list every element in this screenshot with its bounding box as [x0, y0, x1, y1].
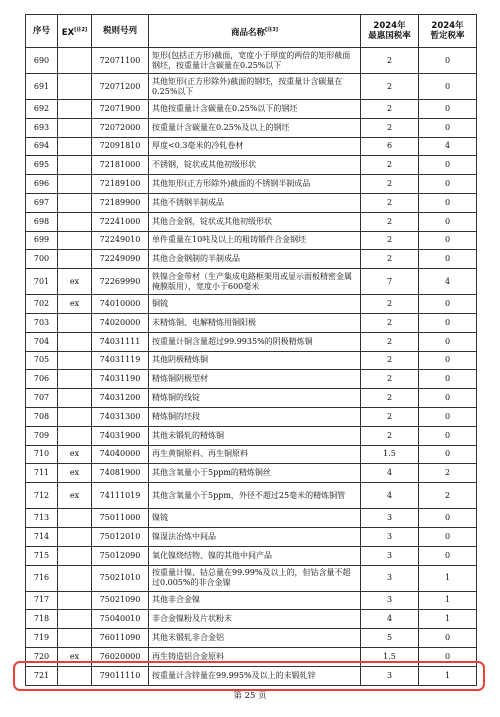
cell-mfn-rate: 1.5 — [361, 647, 419, 666]
cell-temp-rate: 1 — [419, 610, 477, 629]
cell-temp-rate: 0 — [419, 647, 477, 666]
cell-name: 精炼铜阴极型材 — [149, 370, 361, 389]
table-row — [26, 546, 477, 565]
table-row — [26, 509, 477, 528]
cell-name: 厚度<0.3毫米的冷轧卷材 — [149, 137, 361, 156]
table-row — [26, 212, 477, 231]
cell-mfn-rate: 3 — [361, 666, 419, 685]
cell-name: 按重量计含锌量在99.995%及以上的未锻轧锌 — [149, 666, 361, 685]
cell-temp-rate: 0 — [419, 74, 477, 100]
cell-temp-rate: 0 — [419, 546, 477, 565]
cell-temp-rate: 0 — [419, 193, 477, 212]
cell-ex — [58, 509, 92, 528]
cell-seq: 710 — [26, 445, 58, 464]
cell-code: 74031900 — [92, 426, 149, 445]
cell-ex — [58, 332, 92, 351]
table-row — [26, 74, 477, 100]
table-row — [26, 332, 477, 351]
tariff-table — [25, 14, 477, 686]
cell-temp-rate: 0 — [419, 295, 477, 314]
cell-temp-rate: 0 — [419, 100, 477, 119]
cell-ex: ex — [58, 464, 92, 483]
cell-name: 其他未锻轧的精炼铜 — [149, 426, 361, 445]
header-ex-note: [注2] — [74, 26, 88, 33]
cell-code: 75021090 — [92, 591, 149, 610]
cell-seq: 707 — [26, 389, 58, 408]
header-seq: 序号 — [26, 15, 58, 48]
cell-mfn-rate: 4 — [361, 483, 419, 509]
table-row — [26, 426, 477, 445]
cell-name: 其他合金钢，锭状或其他初级形状 — [149, 212, 361, 231]
header-temp: 2024年 暂定税率 — [419, 15, 477, 48]
table-row — [26, 483, 477, 509]
table-row — [26, 629, 477, 648]
cell-seq: 693 — [26, 118, 58, 137]
cell-temp-rate: 0 — [419, 527, 477, 546]
cell-code: 72269990 — [92, 269, 149, 295]
cell-code: 75040010 — [92, 610, 149, 629]
cell-temp-rate: 0 — [419, 250, 477, 269]
cell-ex — [58, 629, 92, 648]
table-row — [26, 269, 477, 295]
cell-name: 其他按重量计含碳量在0.25%以下的钢坯 — [149, 100, 361, 119]
cell-name: 其他不锈钢半制成品 — [149, 193, 361, 212]
cell-code: 72071200 — [92, 74, 149, 100]
cell-mfn-rate: 2 — [361, 74, 419, 100]
table-row — [26, 156, 477, 175]
cell-ex — [58, 48, 92, 74]
table-row — [26, 118, 477, 137]
cell-seq: 712 — [26, 483, 58, 509]
cell-seq: 720 — [26, 647, 58, 666]
cell-mfn-rate: 7 — [361, 269, 419, 295]
cell-mfn-rate: 6 — [361, 137, 419, 156]
cell-seq: 721 — [26, 666, 58, 685]
cell-seq: 708 — [26, 407, 58, 426]
cell-ex — [58, 74, 92, 100]
cell-name: 矩形(包括正方形)截面，宽度小于厚度的两倍的矩形截面钢坯，按重量计含碳量在0.25%以下 — [149, 48, 361, 74]
cell-name: 镍湿法冶炼中间品 — [149, 527, 361, 546]
header-name: 商品名称[注3] — [149, 15, 361, 48]
cell-ex — [58, 370, 92, 389]
cell-temp-rate: 4 — [419, 269, 477, 295]
cell-ex — [58, 426, 92, 445]
cell-code: 74081900 — [92, 464, 149, 483]
cell-seq: 705 — [26, 351, 58, 370]
table-row — [26, 313, 477, 332]
cell-temp-rate: 0 — [419, 629, 477, 648]
cell-ex — [58, 313, 92, 332]
table-row — [26, 100, 477, 119]
cell-ex — [58, 591, 92, 610]
cell-mfn-rate: 3 — [361, 546, 419, 565]
cell-seq: 690 — [26, 48, 58, 74]
cell-seq: 715 — [26, 546, 58, 565]
cell-mfn-rate: 2 — [361, 212, 419, 231]
cell-mfn-rate: 2 — [361, 313, 419, 332]
cell-ex — [58, 118, 92, 137]
cell-ex — [58, 546, 92, 565]
cell-temp-rate: 1 — [419, 565, 477, 591]
cell-mfn-rate: 2 — [361, 426, 419, 445]
cell-temp-rate: 0 — [419, 156, 477, 175]
cell-seq: 691 — [26, 74, 58, 100]
cell-mfn-rate: 2 — [361, 156, 419, 175]
cell-ex: ex — [58, 269, 92, 295]
cell-mfn-rate: 5 — [361, 629, 419, 648]
cell-seq: 692 — [26, 100, 58, 119]
table-row — [26, 295, 477, 314]
cell-seq: 714 — [26, 527, 58, 546]
cell-name: 按重量计镍、钴总量在99.99%及以上的，但钴含量不超过0.005%的非合金镍 — [149, 565, 361, 591]
cell-seq: 699 — [26, 231, 58, 250]
table-row — [26, 445, 477, 464]
cell-code: 74031300 — [92, 407, 149, 426]
cell-temp-rate: 0 — [419, 332, 477, 351]
cell-name: 未精炼铜、电解精炼用铜阳极 — [149, 313, 361, 332]
cell-ex — [58, 389, 92, 408]
cell-seq: 696 — [26, 175, 58, 194]
cell-ex: ex — [58, 647, 92, 666]
cell-code: 75012010 — [92, 527, 149, 546]
cell-name: 其他合金钢制的半制成品 — [149, 250, 361, 269]
cell-temp-rate: 2 — [419, 464, 477, 483]
header-mfn: 2024年 最惠国税率 — [361, 15, 419, 48]
cell-mfn-rate: 2 — [361, 295, 419, 314]
cell-code: 72249010 — [92, 231, 149, 250]
header-name-note: [注3] — [264, 26, 279, 33]
cell-name: 按重量计铜含量超过99.9935%的阴极精炼铜 — [149, 332, 361, 351]
cell-name: 再生黄铜原料、再生铜原料 — [149, 445, 361, 464]
cell-temp-rate: 0 — [419, 212, 477, 231]
cell-ex — [58, 156, 92, 175]
cell-code: 74031119 — [92, 351, 149, 370]
cell-temp-rate: 1 — [419, 591, 477, 610]
cell-seq: 697 — [26, 193, 58, 212]
page-number: 第 25 页 — [233, 691, 267, 701]
cell-mfn-rate: 2 — [361, 48, 419, 74]
cell-name: 精炼铜的线锭 — [149, 389, 361, 408]
cell-temp-rate: 0 — [419, 509, 477, 528]
cell-name: 铜锍 — [149, 295, 361, 314]
cell-code: 72181000 — [92, 156, 149, 175]
cell-code: 72072000 — [92, 118, 149, 137]
cell-code: 72071100 — [92, 48, 149, 74]
cell-name: 非合金镍粉及片状粉末 — [149, 610, 361, 629]
header-code: 税则号列 — [92, 15, 149, 48]
cell-code: 75021010 — [92, 565, 149, 591]
cell-temp-rate: 2 — [419, 483, 477, 509]
cell-name: 其他非合金镍 — [149, 591, 361, 610]
cell-mfn-rate: 2 — [361, 407, 419, 426]
table-row — [26, 527, 477, 546]
cell-mfn-rate: 2 — [361, 231, 419, 250]
cell-seq: 694 — [26, 137, 58, 156]
cell-name: 氧化镍烧结物、镍的其他中间产品 — [149, 546, 361, 565]
cell-seq: 717 — [26, 591, 58, 610]
cell-mfn-rate: 4 — [361, 464, 419, 483]
cell-ex — [58, 527, 92, 546]
cell-code: 72071900 — [92, 100, 149, 119]
cell-name: 再生铸造铝合金原料 — [149, 647, 361, 666]
cell-code: 72249090 — [92, 250, 149, 269]
cell-seq: 719 — [26, 629, 58, 648]
cell-temp-rate: 0 — [419, 175, 477, 194]
cell-code: 76011090 — [92, 629, 149, 648]
cell-mfn-rate: 2 — [361, 250, 419, 269]
cell-name: 其他未锻轧非合金铝 — [149, 629, 361, 648]
cell-mfn-rate: 2 — [361, 100, 419, 119]
cell-seq: 700 — [26, 250, 58, 269]
table-row — [26, 137, 477, 156]
cell-name: 其他矩形(正方形除外)截面的钢坯，按重量计含碳量在0.25%以下 — [149, 74, 361, 100]
cell-ex: ex — [58, 483, 92, 509]
cell-name: 其他含氧量小于5ppm的精炼铜丝 — [149, 464, 361, 483]
cell-mfn-rate: 1.5 — [361, 445, 419, 464]
table-row — [26, 231, 477, 250]
cell-code: 79011110 — [92, 666, 149, 685]
table-row — [26, 464, 477, 483]
cell-code: 72189900 — [92, 193, 149, 212]
cell-seq: 709 — [26, 426, 58, 445]
table-body — [26, 48, 477, 686]
cell-seq: 703 — [26, 313, 58, 332]
cell-mfn-rate: 2 — [361, 118, 419, 137]
table-row — [26, 351, 477, 370]
table-row — [26, 193, 477, 212]
cell-temp-rate: 0 — [419, 407, 477, 426]
highlight-box — [13, 661, 485, 691]
cell-seq: 702 — [26, 295, 58, 314]
cell-temp-rate: 0 — [419, 389, 477, 408]
cell-temp-rate: 0 — [419, 426, 477, 445]
cell-temp-rate: 0 — [419, 445, 477, 464]
cell-ex — [58, 565, 92, 591]
cell-code: 74020000 — [92, 313, 149, 332]
table-row — [26, 565, 477, 591]
cell-code: 74031190 — [92, 370, 149, 389]
cell-name: 镍锍 — [149, 509, 361, 528]
table-row — [26, 407, 477, 426]
cell-code: 72091810 — [92, 137, 149, 156]
cell-temp-rate: 0 — [419, 48, 477, 74]
cell-name: 其他含氧量小于5ppm，外径不超过25毫米的精炼铜管 — [149, 483, 361, 509]
cell-seq: 711 — [26, 464, 58, 483]
cell-ex — [58, 407, 92, 426]
table-row — [26, 48, 477, 74]
cell-mfn-rate: 3 — [361, 509, 419, 528]
cell-ex — [58, 610, 92, 629]
cell-temp-rate: 0 — [419, 351, 477, 370]
cell-name: 单件重量在10吨及以上的粗铸锻件合金钢坯 — [149, 231, 361, 250]
cell-mfn-rate: 2 — [361, 351, 419, 370]
table-row — [26, 389, 477, 408]
cell-temp-rate: 0 — [419, 118, 477, 137]
table-row — [26, 370, 477, 389]
cell-name: 铁镍合金带材（生产集成电路框架用或显示面板精密金属掩膜版用），宽度小于600毫米 — [149, 269, 361, 295]
cell-temp-rate: 4 — [419, 137, 477, 156]
cell-code: 74031200 — [92, 389, 149, 408]
cell-seq: 698 — [26, 212, 58, 231]
cell-seq: 695 — [26, 156, 58, 175]
cell-ex — [58, 231, 92, 250]
cell-ex — [58, 175, 92, 194]
cell-ex — [58, 351, 92, 370]
cell-seq: 704 — [26, 332, 58, 351]
cell-ex — [58, 212, 92, 231]
cell-code: 75011000 — [92, 509, 149, 528]
cell-mfn-rate: 2 — [361, 389, 419, 408]
cell-mfn-rate: 4 — [361, 610, 419, 629]
cell-ex: ex — [58, 295, 92, 314]
cell-seq: 706 — [26, 370, 58, 389]
cell-temp-rate: 1 — [419, 666, 477, 685]
cell-name: 其他阴极精炼铜 — [149, 351, 361, 370]
header-ex: EX[注2] — [58, 15, 92, 48]
cell-mfn-rate: 2 — [361, 175, 419, 194]
cell-temp-rate: 0 — [419, 313, 477, 332]
table-row — [26, 591, 477, 610]
cell-ex — [58, 100, 92, 119]
table-row — [26, 610, 477, 629]
cell-ex — [58, 250, 92, 269]
cell-seq: 716 — [26, 565, 58, 591]
cell-code: 74010000 — [92, 295, 149, 314]
cell-ex: ex — [58, 445, 92, 464]
cell-mfn-rate: 3 — [361, 591, 419, 610]
cell-temp-rate: 0 — [419, 370, 477, 389]
cell-ex — [58, 193, 92, 212]
cell-name: 不锈钢，锭状或其他初级形状 — [149, 156, 361, 175]
table-header-row — [26, 15, 477, 48]
cell-code: 74111019 — [92, 483, 149, 509]
cell-code: 74031111 — [92, 332, 149, 351]
cell-mfn-rate: 3 — [361, 565, 419, 591]
cell-code: 72189100 — [92, 175, 149, 194]
cell-code: 76020000 — [92, 647, 149, 666]
cell-name: 其他矩形(正方形除外)截面的不锈钢半制成品 — [149, 175, 361, 194]
cell-seq: 718 — [26, 610, 58, 629]
cell-mfn-rate: 2 — [361, 193, 419, 212]
cell-seq: 713 — [26, 509, 58, 528]
cell-mfn-rate: 3 — [361, 527, 419, 546]
table-row — [26, 175, 477, 194]
cell-seq: 701 — [26, 269, 58, 295]
cell-code: 75012090 — [92, 546, 149, 565]
table-row — [26, 250, 477, 269]
cell-mfn-rate: 2 — [361, 332, 419, 351]
cell-mfn-rate: 2 — [361, 370, 419, 389]
cell-temp-rate: 0 — [419, 231, 477, 250]
cell-name: 按重量计含碳量在0.25%及以上的钢坯 — [149, 118, 361, 137]
cell-code: 74040000 — [92, 445, 149, 464]
cell-code: 72241000 — [92, 212, 149, 231]
cell-ex — [58, 137, 92, 156]
cell-name: 精炼铜的坯段 — [149, 407, 361, 426]
